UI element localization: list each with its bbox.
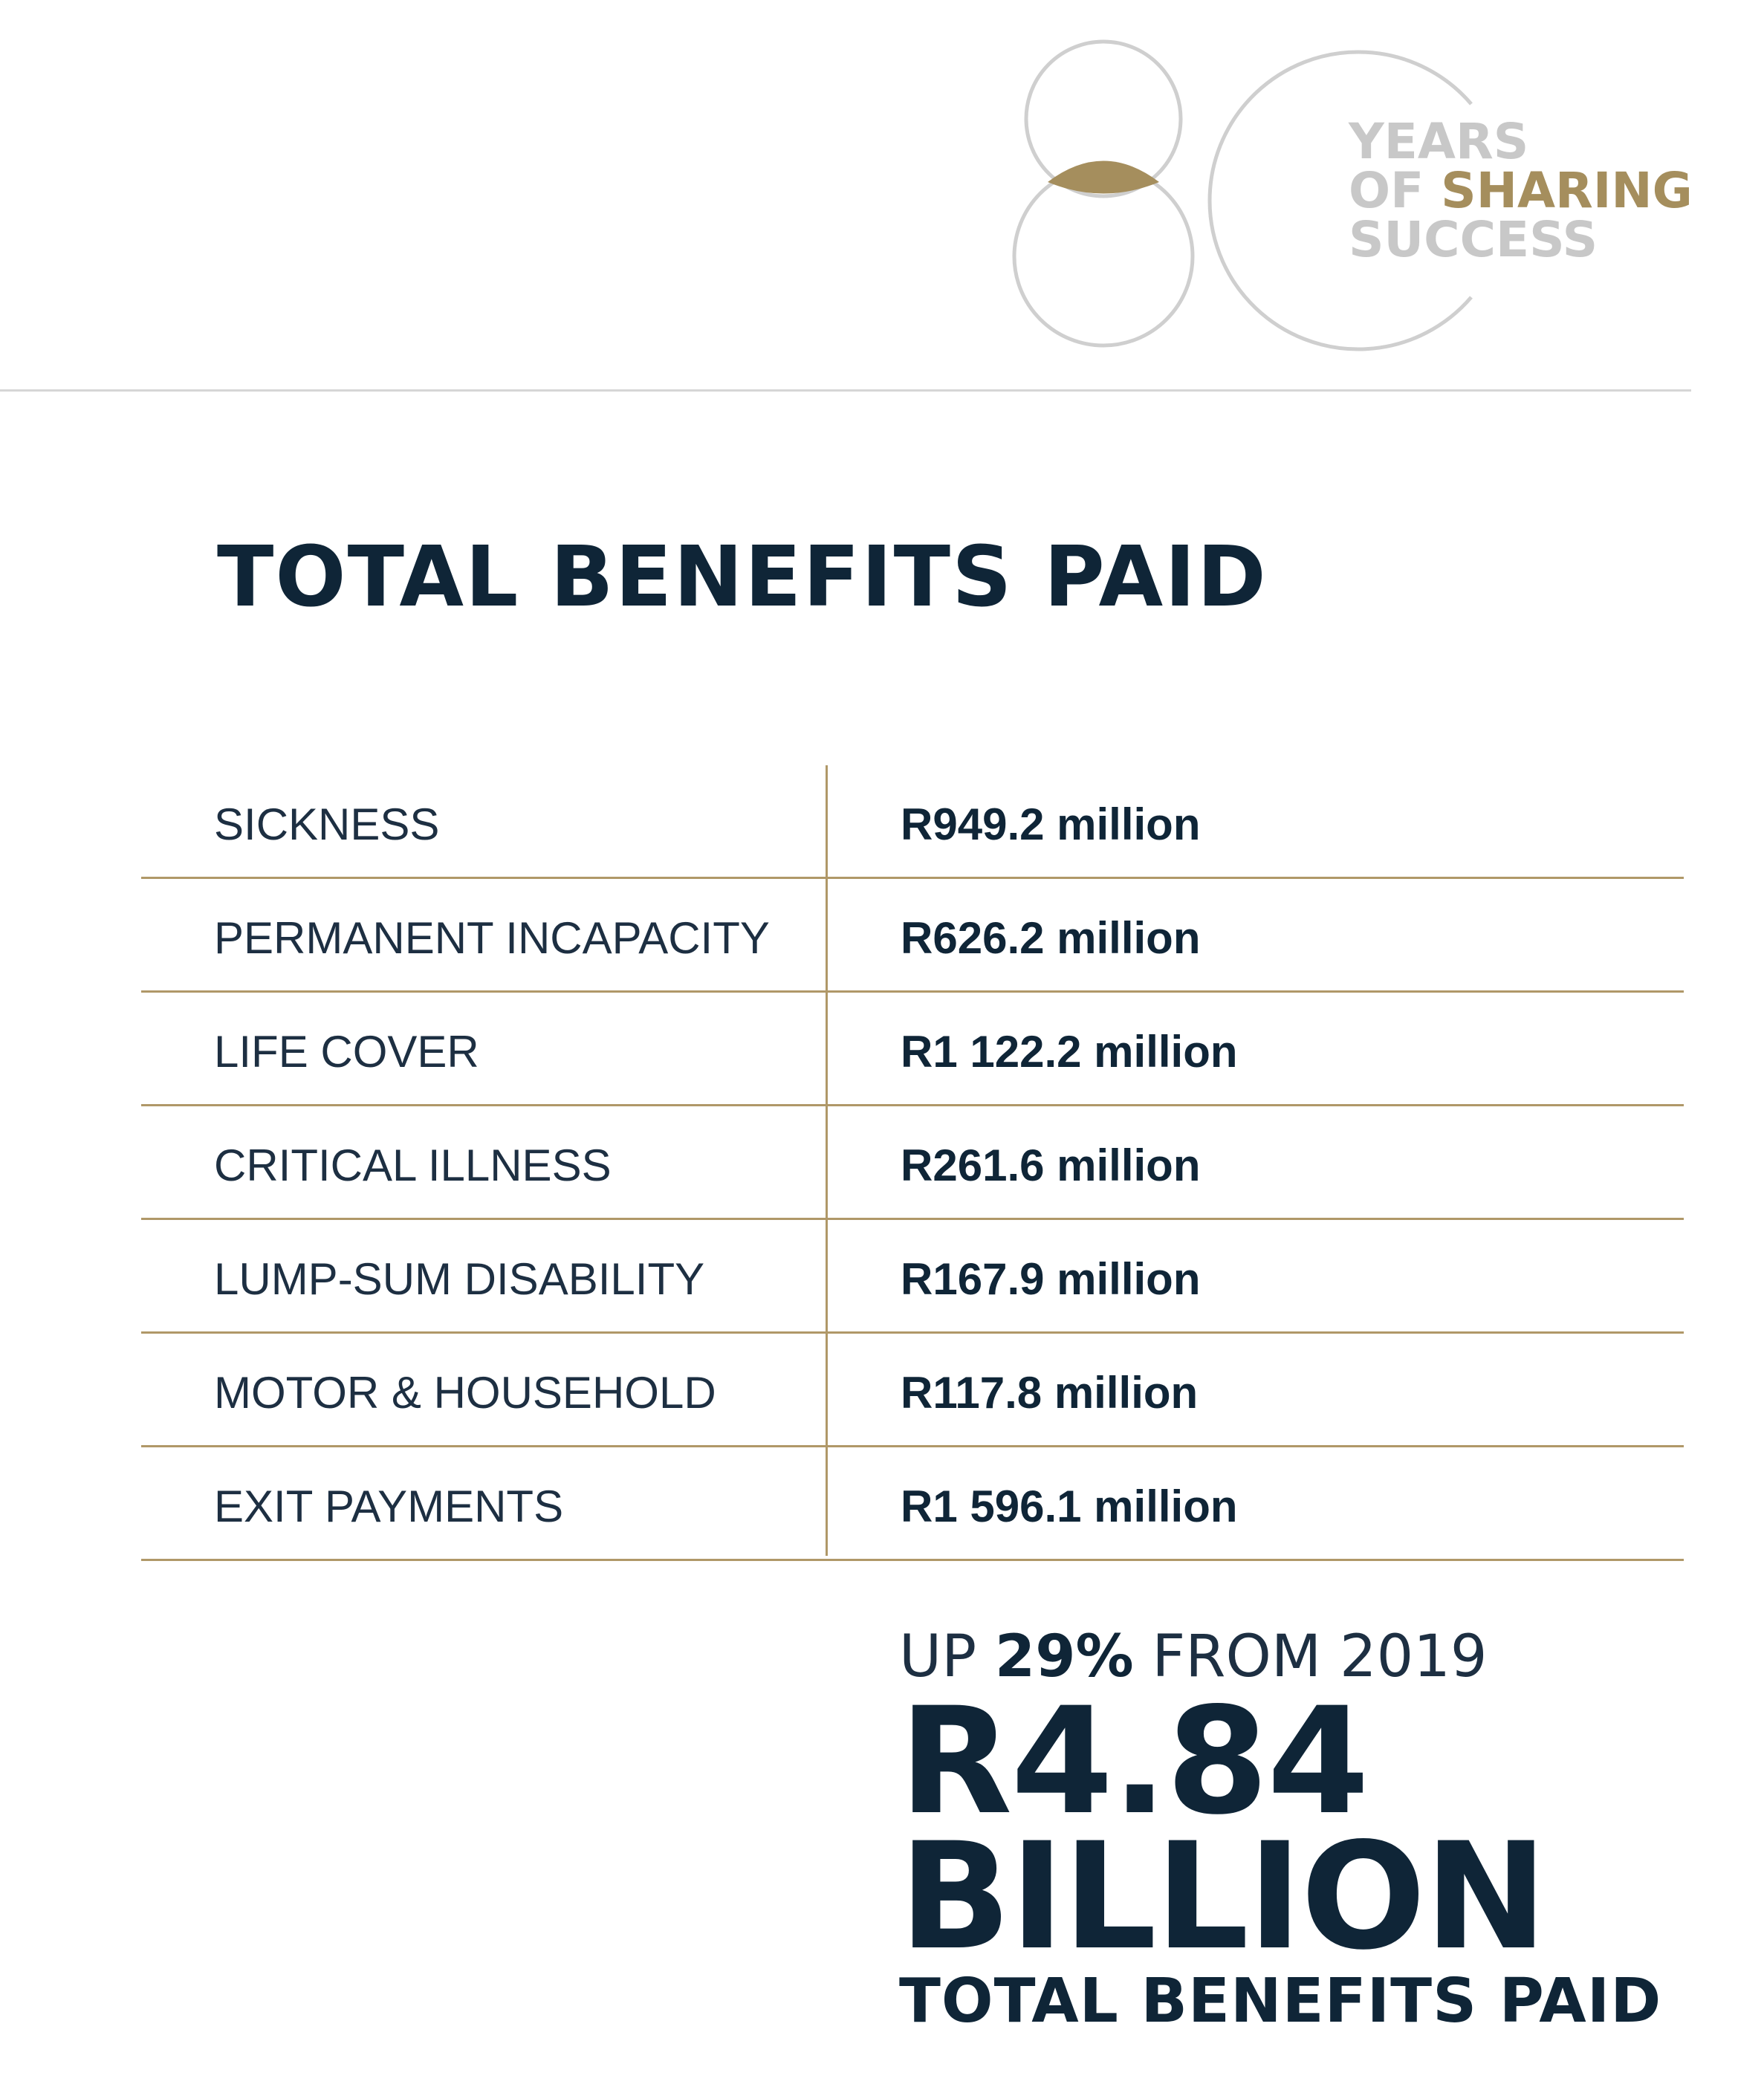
benefits-table <box>141 765 1684 1561</box>
benefit-value: R117.8 million <box>901 1368 1199 1418</box>
benefit-value: R167.9 million <box>901 1254 1201 1304</box>
total-caption: TOTAL BENEFITS PAID <box>899 1966 1662 2037</box>
benefit-value: R261.6 million <box>901 1140 1201 1190</box>
logo-tagline <box>1349 113 1693 268</box>
header-divider <box>0 389 1691 392</box>
benefit-label: LUMP-SUM DISABILITY <box>214 1254 705 1304</box>
table-row <box>141 993 1684 1106</box>
table-row <box>141 1447 1684 1561</box>
benefit-value: R626.2 million <box>901 913 1201 963</box>
eighty-years-logo <box>996 30 1702 357</box>
table-row <box>141 1106 1684 1220</box>
table-row <box>141 1334 1684 1447</box>
logo-line-success: SUCCESS <box>1349 211 1598 268</box>
benefit-label: PERMANENT INCAPACITY <box>214 913 770 963</box>
page-title: TOTAL BENEFITS PAID <box>217 529 1268 626</box>
benefit-value: R1 122.2 million <box>901 1027 1238 1077</box>
benefit-value: R1 596.1 million <box>901 1482 1238 1531</box>
benefit-label: MOTOR & HOUSEHOLD <box>214 1368 716 1418</box>
total-amount: R4.84 <box>899 1675 1368 1847</box>
growth-percent: 29% <box>994 1623 1134 1690</box>
table-row <box>141 765 1684 879</box>
logo-line-years: YEARS <box>1349 113 1529 170</box>
total-summary <box>899 1620 1661 2039</box>
benefit-label: SICKNESS <box>214 799 440 849</box>
benefit-label: CRITICAL ILLNESS <box>214 1140 612 1190</box>
logo-line-sharing: OF SHARING <box>1349 162 1693 219</box>
benefit-value: R949.2 million <box>901 799 1201 849</box>
table-row <box>141 1220 1684 1334</box>
table-row <box>141 879 1684 993</box>
total-amount-unit: BILLION <box>899 1811 1546 1982</box>
benefit-label: EXIT PAYMENTS <box>214 1482 564 1531</box>
growth-statement: UP 29% FROM 2019 <box>899 1623 1488 1690</box>
benefit-label: LIFE COVER <box>214 1027 479 1077</box>
